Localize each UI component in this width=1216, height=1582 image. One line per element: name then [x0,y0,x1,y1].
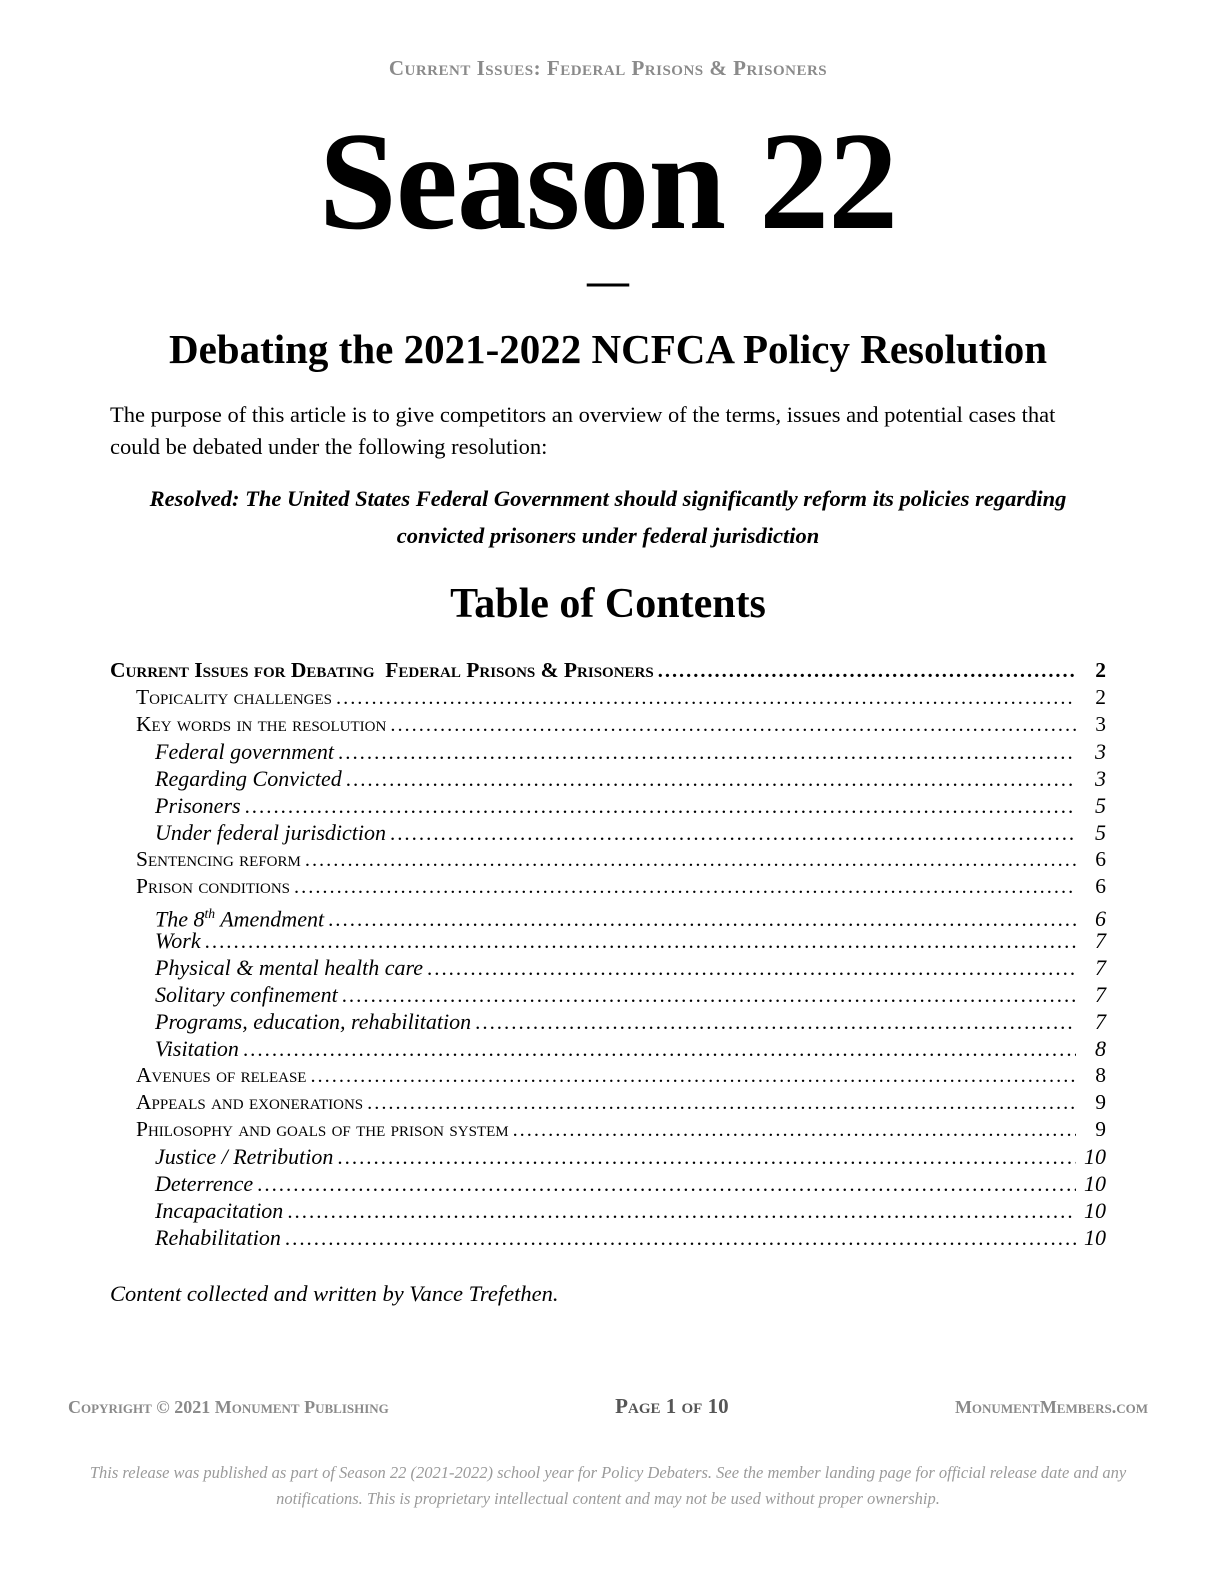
toc-entry-page: 7 [1095,954,1106,980]
toc-entry-label: Avenues of release [136,1062,307,1087]
toc-leader-dots [243,1035,1076,1063]
toc-entry-label: Current Issues for Debating Federal Prisons & Prisoners [110,657,654,682]
toc-leader-dots [245,792,1076,820]
toc-title: Table of Contents [450,581,766,628]
toc-entry-label: Prison conditions [136,873,291,898]
intro-paragraph: The purpose of this article is to give competitors an overview of the terms, issues and potential cases that could be debated under the following resolution: [110,401,1056,460]
toc-leader-dots [658,657,1076,685]
toc-entry-page: 9 [1095,1116,1106,1141]
toc-entry-page: 3 [1095,738,1106,764]
toc-entry-label: Justice / Retribution [155,1143,334,1169]
toc-entry-page: 5 [1095,819,1106,845]
toc-entry-label: Visitation [155,1035,239,1061]
footer-site: MonumentMembers.com [954,1397,1148,1417]
toc-entry-page: 10 [1084,1224,1106,1250]
running-header: Current Issues: Federal Prisons & Prisoners [388,56,828,80]
title-divider: — [587,259,629,305]
toc-entry-label: Rehabilitation [155,1224,281,1250]
page-title: Season 22 [318,104,898,259]
toc-entry-label: Solitary confinement [155,981,338,1007]
toc-leader-dots [475,1008,1076,1036]
toc-entry [110,1089,1106,1116]
toc-entry-label: Work [155,927,201,953]
toc-leader-dots [367,1089,1076,1117]
footer-page-number: Page 1 of 10 [615,1394,729,1418]
toc-entry [110,1143,1106,1170]
toc-entry [110,846,1106,873]
toc-entry-label: Philosophy and goals of the prison system [136,1116,509,1141]
toc-entry-label: The 8th Amendment [155,905,325,931]
toc-entry-page: 6 [1095,873,1106,898]
toc-entry-page: 2 [1095,657,1106,682]
toc-entry [110,900,1106,931]
toc-leader-dots [205,927,1076,955]
toc-entry-page: 6 [1095,846,1106,871]
toc-leader-dots [513,1116,1076,1144]
toc-leader-dots [337,1143,1076,1171]
toc-entry-label: Key words in the resolution [136,711,387,736]
toc-entry [110,873,1106,900]
toc-entry-page: 7 [1095,927,1106,953]
toc-entry-label: Appeals and exonerations [136,1089,364,1114]
toc-entry-page: 9 [1095,1089,1106,1114]
footer-disclaimer: This release was published as part of Season 22 (2021-2022) school year for Policy Debaters. See the member landing page for official release date and any notifications. This is proprietary intellectual content and may not be used without proper ownership. [89,1463,1127,1509]
toc-entry [110,1062,1106,1089]
toc-leader-dots [390,819,1076,847]
toc-leader-dots [257,1170,1076,1198]
toc-entry-page: 10 [1084,1197,1106,1223]
author-note: Content collected and written by Vance Trefethen. [110,1280,559,1306]
toc-entry-label: Sentencing reform [136,846,301,871]
toc-entry [110,1116,1106,1143]
toc-entry [110,765,1106,792]
toc-leader-dots [427,954,1076,982]
toc-entry-page: 10 [1084,1170,1106,1196]
toc-entry [110,1035,1106,1062]
toc-entry [110,657,1106,684]
toc-entry-page: 8 [1095,1035,1106,1061]
toc-entry-label: Deterrence [155,1170,254,1196]
resolution-text: Resolved: The United States Federal Government should significantly reform its policies regarding convicted prisoners under federal jurisdiction [149,485,1067,549]
toc-list [110,657,1106,1251]
toc-entry-label: Regarding Convicted [155,765,342,791]
toc-entry [110,684,1106,711]
toc-entry [110,738,1106,765]
toc-entry [110,711,1106,738]
toc-entry [110,927,1106,954]
page-subtitle: Debating the 2021-2022 NCFCA Policy Resolution [168,325,1048,372]
toc-entry [110,792,1106,819]
toc-leader-dots [338,738,1076,766]
toc-entry-page: 6 [1095,905,1106,931]
toc-entry-page: 10 [1084,1143,1106,1169]
toc-leader-dots [346,765,1076,793]
toc-entry [110,981,1106,1008]
toc-entry-label: Incapacitation [155,1197,284,1223]
footer-copyright: Copyright © 2021 Monument Publishing [68,1397,389,1417]
toc-entry-page: 3 [1095,711,1106,736]
toc-leader-dots [285,1224,1076,1252]
toc-entry-label: Federal government [155,738,334,764]
toc-entry-label: Programs, education, rehabilitation [155,1008,472,1034]
page-footer [68,1394,1148,1419]
toc-entry-page: 8 [1095,1062,1106,1087]
toc-entry-label: Physical & mental health care [155,954,424,980]
toc-entry-page: 3 [1095,765,1106,791]
toc-entry [110,1170,1106,1197]
toc-entry-page: 5 [1095,792,1106,818]
toc-entry [110,1224,1106,1251]
toc-entry-page: 7 [1095,1008,1106,1034]
toc-entry [110,819,1106,846]
toc-entry-label: Prisoners [155,792,241,818]
toc-leader-dots [390,711,1076,739]
toc-entry [110,954,1106,981]
toc-leader-dots [305,846,1076,874]
toc-leader-dots [287,1197,1076,1225]
toc-entry-page: 2 [1095,684,1106,709]
toc-entry-label: Under federal jurisdiction [155,819,386,845]
toc-entry-label: Topicality challenges [136,684,332,709]
toc-leader-dots [336,684,1076,712]
toc-entry [110,1008,1106,1035]
toc-entry [110,1197,1106,1224]
toc-leader-dots [342,981,1076,1009]
toc-leader-dots [310,1062,1076,1090]
toc-entry-page: 7 [1095,981,1106,1007]
toc-leader-dots [294,873,1076,901]
